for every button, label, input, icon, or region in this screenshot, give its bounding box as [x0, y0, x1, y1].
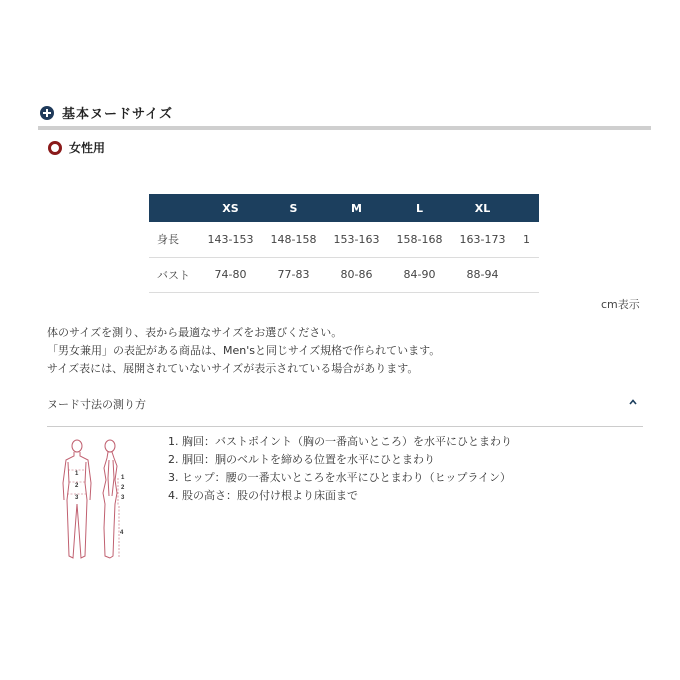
list-item: 3. ヒップ：腰の一番太いところを水平にひとまわり（ヒップライン）	[168, 471, 511, 484]
table-cell	[514, 257, 539, 292]
side-label: 4	[120, 530, 124, 536]
table-cell: 158-168	[396, 232, 443, 246]
unit-note: cm表示	[601, 298, 640, 311]
list-item: 4. 股の高さ：股の付け根より床面まで	[168, 489, 358, 502]
table-header-corner	[149, 194, 199, 222]
column-header: S	[289, 201, 298, 215]
row-label: 身長	[157, 233, 179, 247]
side-label: 3	[121, 495, 125, 501]
section-header	[40, 103, 173, 122]
table-cell: 88-94	[466, 268, 499, 281]
table-cell: 84-90	[403, 268, 436, 281]
table-cell: 143-153	[207, 232, 254, 246]
column-header: L	[415, 201, 423, 215]
size-notes	[47, 324, 440, 378]
body-measurement-figure	[60, 438, 140, 563]
measurement-accordion-toggle[interactable]	[47, 396, 643, 427]
side-label: 1	[121, 475, 125, 481]
subsection-header	[48, 139, 105, 156]
table-cell: 163-173	[459, 232, 506, 246]
front-body-outline	[63, 452, 91, 558]
front-label: 1	[75, 471, 79, 477]
section-divider	[38, 126, 651, 130]
size-table	[149, 194, 530, 292]
section-title: 基本ヌードサイズ	[62, 107, 173, 122]
table-cell: 80-86	[340, 268, 373, 281]
table-row	[149, 257, 539, 292]
side-body-outline	[103, 452, 117, 558]
table-cell: 74-80	[214, 268, 247, 281]
chevron-up-icon[interactable]	[629, 398, 637, 406]
table-cell: 148-158	[270, 232, 317, 246]
column-header: XL	[474, 201, 491, 215]
front-head	[72, 440, 82, 452]
ring-icon	[48, 141, 62, 155]
table-cell: 153-163	[333, 232, 380, 246]
accordion-label: ヌード寸法の測り方	[47, 398, 146, 411]
row-label: バスト	[157, 268, 190, 282]
list-item: 2. 胴回：胴のベルトを締める位置を水平にひとまわり	[168, 453, 435, 466]
table-cell: 77-83	[277, 268, 310, 281]
subsection-title: 女性用	[69, 141, 106, 155]
table-header-row	[149, 194, 539, 222]
note-line: 体のサイズを測り、表から最適なサイズをお選びください。	[47, 326, 343, 339]
note-line: サイズ表には、展開されていないサイズが表示されている場合があります。	[47, 362, 419, 375]
column-header: M	[351, 201, 362, 215]
side-head	[105, 440, 115, 452]
side-label: 2	[121, 485, 125, 491]
table-row	[149, 222, 539, 257]
column-header: XS	[222, 201, 239, 215]
measurement-steps	[168, 433, 512, 505]
note-line: 「男女兼用」の表記がある商品は、Men'sと同じサイズ規格で作られています。	[47, 344, 441, 357]
plus-circle-icon	[40, 106, 54, 120]
list-item: 1. 胸回：バストポイント（胸の一番高いところ）を水平にひとまわり	[168, 435, 512, 448]
table-cell: 1	[523, 232, 530, 246]
front-label: 3	[75, 495, 79, 501]
front-label: 2	[75, 483, 79, 489]
column-header	[514, 194, 539, 222]
side-arm-outline	[108, 460, 114, 496]
